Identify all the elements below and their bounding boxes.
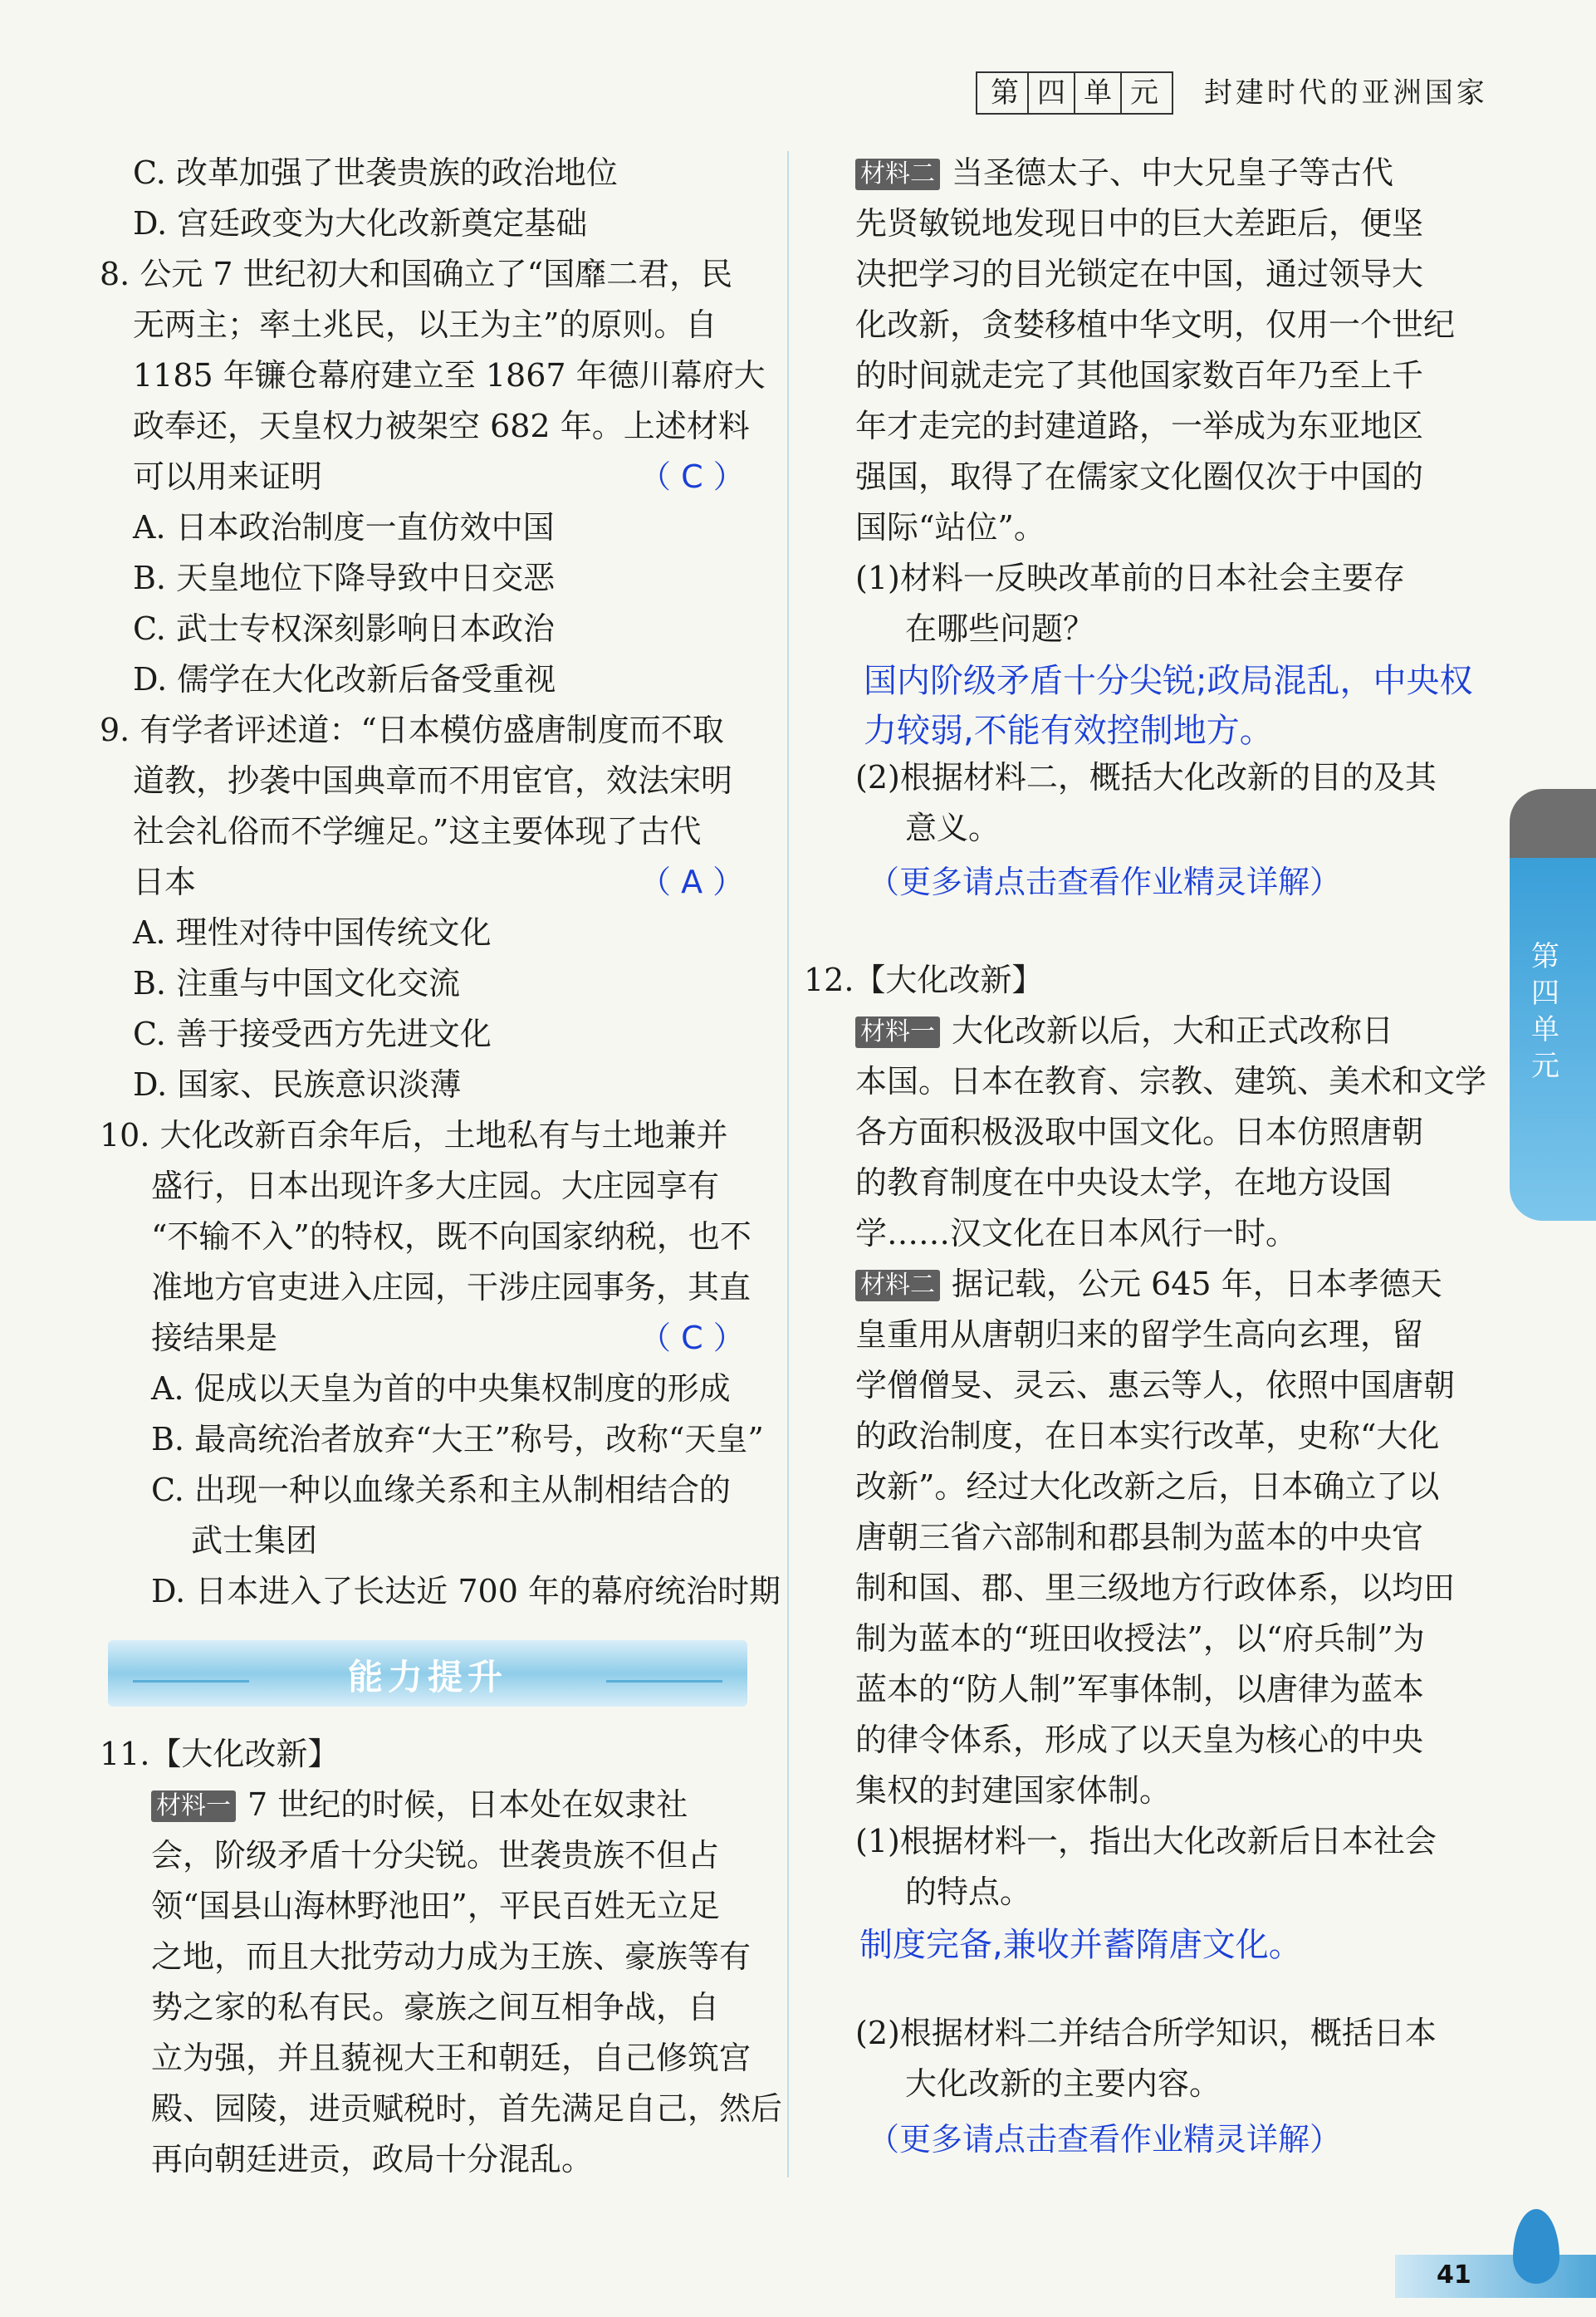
q9-option-a: A. 理性对待中国传统文化 [133, 914, 492, 951]
q12-material2-line: 皇重用从唐朝归来的留学生高向玄理，留 [855, 1316, 1424, 1353]
water-drop-icon [1513, 2209, 1559, 2284]
q11-material1-line: 领“国县山海林野池田”，平民百姓无立足 [151, 1888, 720, 1924]
q11-material2-line: 的时间就走完了其他国家数百年乃至上千 [855, 357, 1424, 394]
q9-stem: 社会礼俗而不学缠足。”这主要体现了古代 [133, 813, 702, 850]
page-number: 41 [1437, 2261, 1471, 2290]
q9-stem: 日本 [133, 864, 197, 900]
q10-option-a: A. 促成以天皇为首的中央集权制度的形成 [151, 1370, 731, 1407]
q11-material1-line: 再向朝廷进贡，政局十分混乱。 [151, 2141, 594, 2177]
q12-material2-line: 的律令体系，形成了以天皇为核心的中央 [855, 1722, 1424, 1758]
unit-char: 元 [1120, 73, 1167, 113]
q8-stem: 可以用来证明 [133, 458, 323, 495]
material-text: 7 世纪的时候，日本处在奴隶社 [247, 1786, 688, 1823]
q10-option-d: D. 日本进入了长达近 700 年的幕府统治时期 [151, 1573, 781, 1609]
q11-sub1: 在哪些问题？ [905, 610, 1095, 647]
more-explanation-link[interactable]: （更多请点击查看作业精灵详解） [868, 2121, 1342, 2158]
unit-label [976, 71, 1173, 115]
q10-answer: （ C ） [639, 1320, 745, 1356]
ability-section-band [108, 1640, 747, 1707]
q12-material2-line: 集权的封建国家体制。 [855, 1772, 1172, 1809]
q11-heading: 11.【大化改新】 [100, 1736, 340, 1772]
q12-material2-line: 制和国、郡、里三级地方行政体系，以均田 [855, 1570, 1456, 1606]
more-explanation-link[interactable]: （更多请点击查看作业精灵详解） [868, 864, 1342, 900]
q12-material2-line: 学僧僧旻、灵云、惠云等人，依照中国唐朝 [855, 1367, 1456, 1403]
q11-material2-line: 年才走完的封建道路，一举成为东亚地区 [855, 408, 1424, 444]
q7-option-c: C. 改革加强了世袭贵族的政治地位 [133, 154, 618, 191]
q12-sub2: (2)根据材料二并结合所学知识，概括日本 [855, 2015, 1437, 2051]
q12-material2-line: 蓝本的“防人制”军事体制，以唐律为蓝本 [855, 1671, 1424, 1707]
q11-material2-line: 先贤敏锐地发现日中的巨大差距后，便坚 [855, 205, 1424, 242]
q11-material2 [855, 153, 1393, 193]
q11-sub1: (1)材料一反映改革前的日本社会主要存 [855, 560, 1405, 596]
q12-heading: 12.【大化改新】 [804, 962, 1044, 998]
unit-side-tab-label: 第四单元 [1531, 940, 1559, 1083]
q8-option-d: D. 儒学在大化改新后备受重视 [133, 661, 556, 698]
column-divider [787, 151, 789, 2177]
q11-material1-line: 势之家的私有民。豪族之间互相争战，自 [151, 1989, 720, 2026]
q12-material1-line: 各方面积极汲取中国文化。日本仿照唐朝 [855, 1114, 1424, 1150]
q12-material1-line: 本国。日本在教育、宗教、建筑、美术和文学 [855, 1063, 1487, 1100]
q10-stem: “不输不入”的特权，既不向国家纳税，也不 [151, 1218, 751, 1255]
q9-stem: 道教，抄袭中国典章而不用宦官，效法宋明 [133, 762, 733, 799]
q9-option-d: D. 国家、民族意识淡薄 [133, 1066, 462, 1103]
q11-material1-line: 之地，而且大批劳动力成为王族、豪族等有 [151, 1938, 751, 1975]
q12-material1 [855, 1011, 1393, 1051]
q12-material1-line: 学……汉文化在日本风行一时。 [855, 1215, 1298, 1252]
q11-material2-line: 化改新，贪婪移植中华文明，仅用一个世纪 [855, 306, 1456, 343]
q10-stem: 准地方官吏进入庄园，干涉庄园事务，其直 [151, 1269, 751, 1305]
ability-section-title: 能力提升 [347, 1657, 507, 1697]
q8-stem: 政奉还，天皇权力被架空 682 年。上述材料 [133, 408, 750, 444]
q11-sub2: 意义。 [905, 810, 1001, 846]
q10-option-b: B. 最高统治者放弃“大王”称号，改称“天皇” [151, 1421, 764, 1457]
q11-sub2: (2)根据材料二，概括大化改新的目的及其 [855, 759, 1437, 796]
material-tag: 材料一 [855, 1016, 940, 1048]
q9-stem: 9. 有学者评述道：“日本模仿盛唐制度而不取 [100, 712, 724, 748]
q11-sub1-answer: 国内阶级矛盾十分尖锐;政局混乱，中央权 [864, 662, 1473, 700]
q8-option-a: A. 日本政治制度一直仿效中国 [133, 509, 555, 546]
material-tag: 材料一 [151, 1790, 236, 1822]
chapter-title: 封建时代的亚洲国家 [1203, 76, 1488, 110]
unit-char: 四 [1027, 73, 1074, 113]
q10-stem: 盛行，日本出现许多大庄园。大庄园享有 [151, 1168, 720, 1204]
q11-material2-line: 强国，取得了在儒家文化圈仅次于中国的 [855, 458, 1424, 495]
material-tag: 材料二 [855, 1270, 940, 1301]
material-text: 当圣德太子、中大兄皇子等古代 [952, 154, 1394, 191]
q8-option-c: C. 武士专权深刻影响日本政治 [133, 610, 555, 647]
q12-material2-line: 改新”。经过大化改新之后，日本确立了以 [855, 1468, 1440, 1505]
unit-char: 单 [1074, 73, 1120, 113]
running-header [976, 70, 1488, 115]
q12-sub1: 的特点。 [905, 1874, 1032, 1910]
q10-option-c: C. 出现一种以血缘关系和主从制相结合的 [151, 1472, 731, 1508]
q12-sub1: (1)根据材料一，指出大化改新后日本社会 [855, 1823, 1437, 1859]
q12-material2-line: 唐朝三省六部制和郡县制为蓝本的中央官 [855, 1519, 1424, 1555]
q8-stem: 8. 公元 7 世纪初大和国确立了“国靡二君，民 [100, 256, 733, 292]
q10-stem: 10. 大化改新百余年后，土地私有与土地兼并 [100, 1117, 728, 1154]
q11-material1-line: 会，阶级矛盾十分尖锐。世袭贵族不但占 [151, 1837, 720, 1874]
material-tag: 材料二 [855, 159, 940, 190]
q9-option-b: B. 注重与中国文化交流 [133, 965, 461, 1002]
q12-sub2: 大化改新的主要内容。 [905, 2065, 1221, 2102]
q11-material2-line: 决把学习的目光锁定在中国，通过领导大 [855, 256, 1424, 292]
q10-stem: 接结果是 [151, 1320, 278, 1356]
q10-option-c-cont: 武士集团 [191, 1522, 318, 1559]
q9-option-c: C. 善于接受西方先进文化 [133, 1016, 492, 1052]
q9-answer: （ A ） [639, 864, 745, 900]
q12-sub1-answer: 制度完备,兼收并蓄隋唐文化。 [859, 1926, 1302, 1964]
q11-sub1-answer: 力较弱,不能有效控制地方。 [864, 712, 1273, 750]
q12-material2-line: 的政治制度，在日本实行改革，史称“大化 [855, 1418, 1440, 1454]
q8-stem: 无两主；率土兆民，以王为主”的原则。自 [133, 306, 717, 343]
q11-material1-line: 殿、园陵，进贡赋税时，首先满足自己，然后 [151, 2090, 783, 2127]
material-text: 据记载，公元 645 年，日本孝德天 [952, 1266, 1442, 1302]
q12-material2-line: 制为蓝本的“班田收授法”，以“府兵制”为 [855, 1620, 1425, 1657]
q8-answer: （ C ） [639, 458, 745, 495]
page-number-band [1395, 2255, 1596, 2298]
q8-stem: 1185 年镰仓幕府建立至 1867 年德川幕府大 [133, 357, 766, 394]
q8-option-b: B. 天皇地位下降导致中日交恶 [133, 560, 556, 596]
material-text: 大化改新以后，大和正式改称日 [952, 1012, 1394, 1049]
q11-material1-line: 立为强，并且藐视大王和朝廷，自己修筑宫 [151, 2040, 751, 2076]
q11-material1 [151, 1785, 688, 1825]
q12-material2 [855, 1264, 1442, 1304]
q12-material1-line: 的教育制度在中央设太学，在地方设国 [855, 1164, 1393, 1201]
unit-char: 第 [991, 76, 1019, 110]
q7-option-d: D. 宫廷政变为大化改新奠定基础 [133, 205, 588, 242]
q11-material2-line: 国际“站位”。 [855, 509, 1045, 546]
